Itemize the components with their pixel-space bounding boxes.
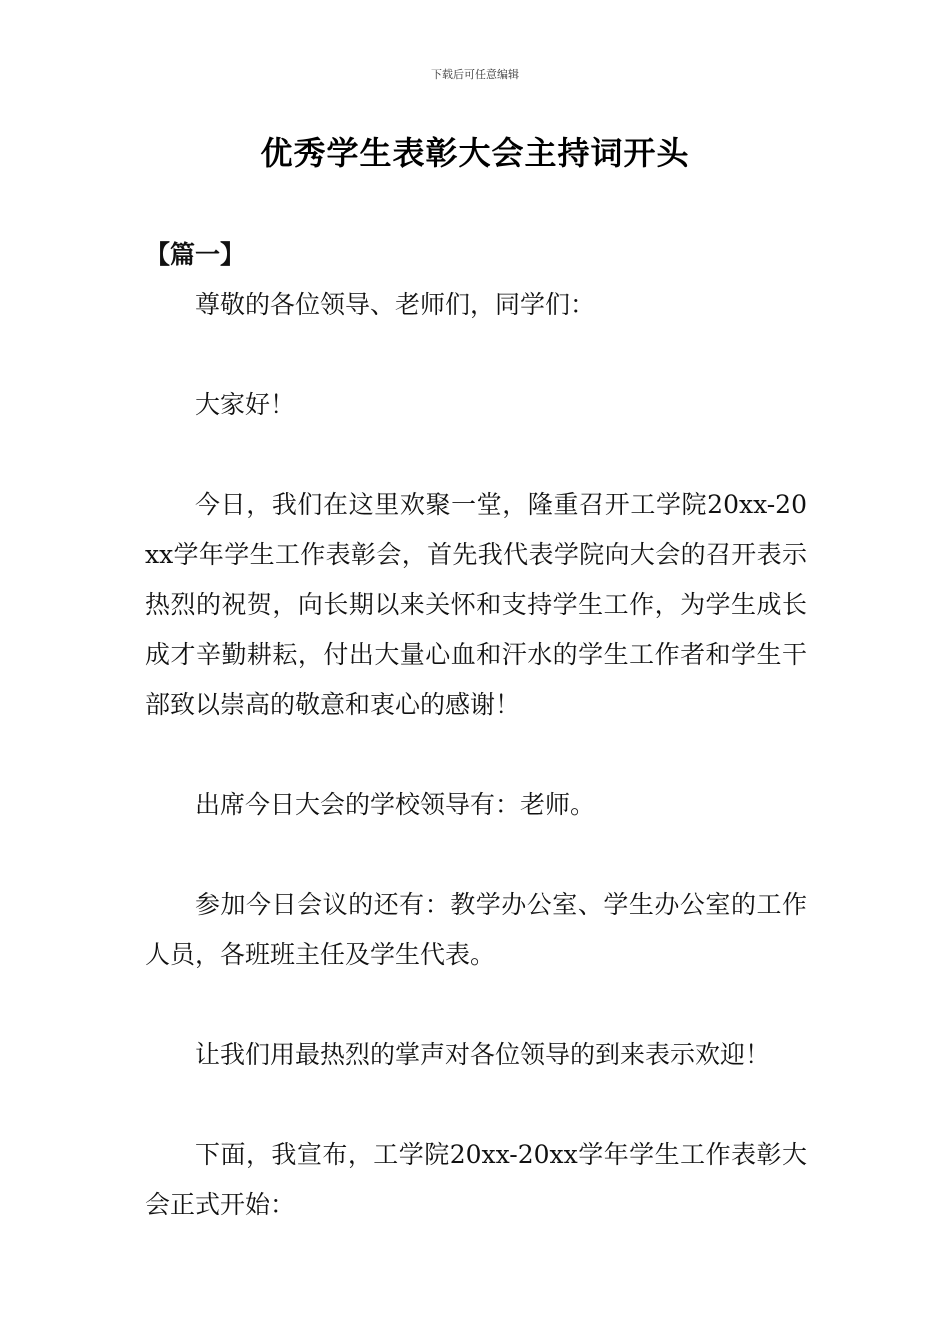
section-label: 【篇一】 — [145, 240, 246, 269]
paragraph-attendees: 参加今日会议的还有：教学办公室、学生办公室的工作人员，各班班主任及学生代表。 — [145, 890, 807, 969]
document-body — [145, 230, 807, 1280]
header-note: 下载后可任意编辑 — [431, 68, 519, 81]
document-title: 优秀学生表彰大会主持词开头 — [260, 134, 690, 172]
paragraph-opening: 今日，我们在这里欢聚一堂，隆重召开工学院20xx-20xx学年学生工作表彰会，首先我代表学院向大会的召开表示热烈的祝贺，向长期以来关怀和支持学生工作，为学生成长成才辛勤耕耘，付出大量心血和汗水的学生工作者和学生干部致以崇高的敬意和衷心的感谢！ — [145, 490, 807, 719]
paragraph-greeting: 尊敬的各位领导、老师们，同学们： — [195, 290, 596, 319]
paragraph-hello: 大家好！ — [195, 390, 296, 419]
paragraph-welcome: 让我们用最热烈的掌声对各位领导的到来表示欢迎！ — [195, 1040, 771, 1069]
paragraph-announcement: 下面，我宣布，工学院20xx-20xx学年学生工作表彰大会正式开始： — [145, 1140, 807, 1219]
paragraph-leaders: 出席今日大会的学校领导有：老师。 — [195, 790, 596, 819]
